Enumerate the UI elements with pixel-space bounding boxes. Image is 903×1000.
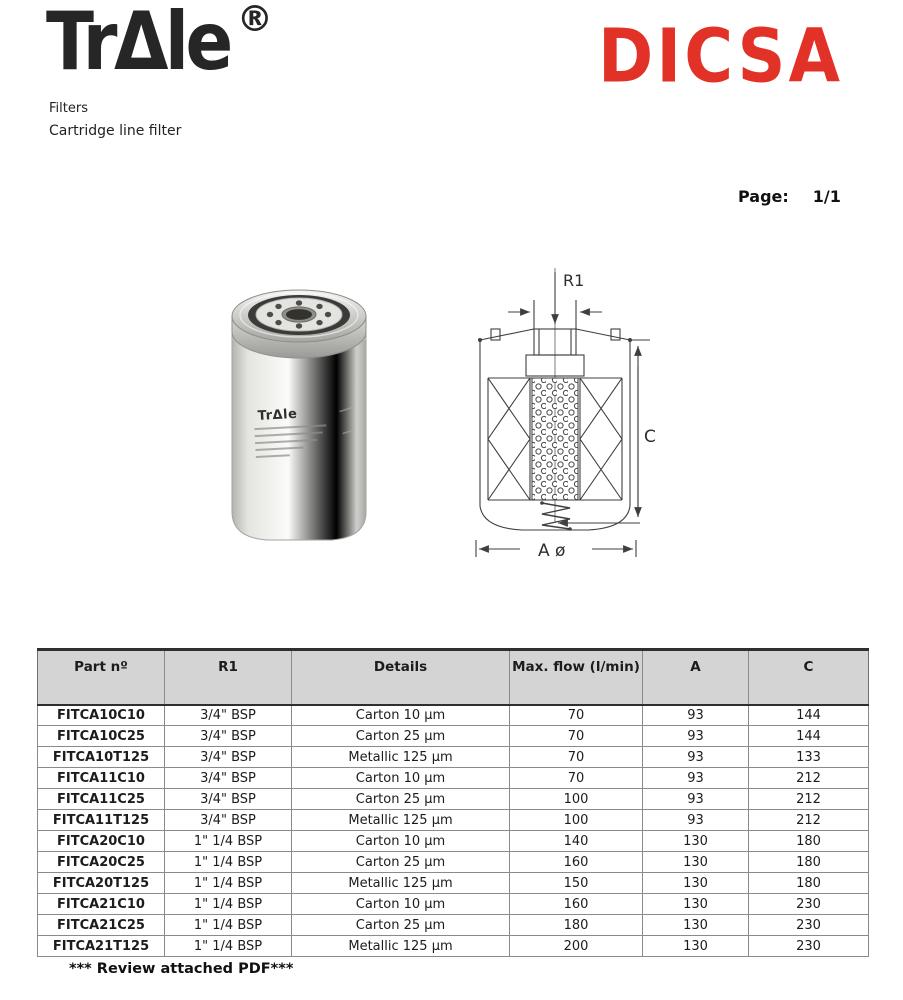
table-cell: 130 <box>643 852 749 873</box>
table-cell: 1" 1/4 BSP <box>165 873 292 894</box>
table-cell: 144 <box>749 726 869 747</box>
table-cell: 1" 1/4 BSP <box>165 831 292 852</box>
table-cell: Carton 25 µm <box>292 852 510 873</box>
filter-dimension-diagram <box>458 266 663 568</box>
col-header-a: A <box>643 650 749 705</box>
table-header-row <box>38 650 869 705</box>
table-cell: 180 <box>510 915 643 936</box>
table-cell: 180 <box>749 852 869 873</box>
table-row <box>38 915 869 936</box>
col-header-part: Part nº <box>38 650 165 705</box>
filter-cartridge-photo <box>224 286 374 548</box>
spec-table <box>37 648 869 957</box>
table-cell: 144 <box>749 705 869 726</box>
table-cell: 70 <box>510 726 643 747</box>
table-cell: Carton 10 µm <box>292 831 510 852</box>
table-cell: 130 <box>643 873 749 894</box>
table-cell: 70 <box>510 768 643 789</box>
diameter-dimension-label: A ø <box>538 541 566 561</box>
table-cell: 230 <box>749 915 869 936</box>
page-label: Page: <box>738 187 789 206</box>
table-cell: Carton 25 µm <box>292 915 510 936</box>
table-cell: 3/4" BSP <box>165 705 292 726</box>
table-cell: 1" 1/4 BSP <box>165 936 292 957</box>
table-cell: Carton 25 µm <box>292 726 510 747</box>
table-row <box>38 894 869 915</box>
table-cell: 1" 1/4 BSP <box>165 852 292 873</box>
table-cell: 230 <box>749 894 869 915</box>
table-row <box>38 852 869 873</box>
col-header-c: C <box>749 650 869 705</box>
table-cell: Carton 10 µm <box>292 894 510 915</box>
table-cell: 93 <box>643 810 749 831</box>
table-cell: 150 <box>510 873 643 894</box>
table-cell: 3/4" BSP <box>165 810 292 831</box>
table-cell: 130 <box>643 936 749 957</box>
table-cell: FITCA11C10 <box>38 768 165 789</box>
table-cell: Metallic 125 µm <box>292 747 510 768</box>
table-cell: 212 <box>749 810 869 831</box>
table-cell: Metallic 125 µm <box>292 810 510 831</box>
trale-logo-text: TrΔle <box>46 0 230 88</box>
table-row <box>38 768 869 789</box>
table-cell: 1" 1/4 BSP <box>165 894 292 915</box>
review-pdf-note: *** Review attached PDF*** <box>69 961 294 977</box>
table-cell: 93 <box>643 747 749 768</box>
table-cell: 140 <box>510 831 643 852</box>
table-cell: Carton 10 µm <box>292 705 510 726</box>
table-cell: 1" 1/4 BSP <box>165 915 292 936</box>
table-cell: FITCA10C25 <box>38 726 165 747</box>
table-cell: 3/4" BSP <box>165 747 292 768</box>
table-row <box>38 873 869 894</box>
table-row <box>38 831 869 852</box>
table-cell: 230 <box>749 936 869 957</box>
registered-trademark-icon: ® <box>236 0 273 40</box>
table-cell: 130 <box>643 894 749 915</box>
table-cell: 93 <box>643 705 749 726</box>
table-cell: 200 <box>510 936 643 957</box>
table-cell: 3/4" BSP <box>165 726 292 747</box>
table-cell: FITCA20T125 <box>38 873 165 894</box>
table-cell: 212 <box>749 768 869 789</box>
table-cell: 93 <box>643 726 749 747</box>
table-row <box>38 936 869 957</box>
table-cell: 3/4" BSP <box>165 768 292 789</box>
photo-brand-text: TrΔle <box>257 406 298 424</box>
table-cell: 130 <box>643 831 749 852</box>
page-indicator <box>738 187 841 206</box>
table-cell: 180 <box>749 831 869 852</box>
table-cell: FITCA20C25 <box>38 852 165 873</box>
table-cell: FITCA21C10 <box>38 894 165 915</box>
table-cell: FITCA10T125 <box>38 747 165 768</box>
table-cell: 160 <box>510 894 643 915</box>
table-cell: 93 <box>643 789 749 810</box>
col-header-flow: Max. flow (l/min) <box>510 650 643 705</box>
table-row <box>38 789 869 810</box>
table-cell: 70 <box>510 747 643 768</box>
col-header-details: Details <box>292 650 510 705</box>
table-row <box>38 705 869 726</box>
trale-logo <box>46 0 291 88</box>
table-cell: Metallic 125 µm <box>292 936 510 957</box>
height-dimension-label: C <box>644 427 656 447</box>
table-cell: 70 <box>510 705 643 726</box>
table-cell: 100 <box>510 789 643 810</box>
table-row <box>38 726 869 747</box>
table-cell: FITCA11T125 <box>38 810 165 831</box>
table-cell: 100 <box>510 810 643 831</box>
table-cell: FITCA10C10 <box>38 705 165 726</box>
product-family-label: Cartridge line filter <box>49 123 182 139</box>
table-cell: 3/4" BSP <box>165 789 292 810</box>
page-value: 1/1 <box>812 187 841 206</box>
table-cell: 212 <box>749 789 869 810</box>
dicsa-logo: DICSA <box>598 14 844 100</box>
table-cell: Carton 25 µm <box>292 789 510 810</box>
table-cell: Carton 10 µm <box>292 768 510 789</box>
table-cell: 180 <box>749 873 869 894</box>
col-header-r1: R1 <box>165 650 292 705</box>
table-row <box>38 810 869 831</box>
category-label: Filters <box>49 101 88 116</box>
table-cell: 93 <box>643 768 749 789</box>
table-cell: 160 <box>510 852 643 873</box>
table-cell: 133 <box>749 747 869 768</box>
table-cell: Metallic 125 µm <box>292 873 510 894</box>
table-cell: 130 <box>643 915 749 936</box>
table-cell: FITCA11C25 <box>38 789 165 810</box>
table-cell: FITCA21T125 <box>38 936 165 957</box>
table-cell: FITCA21C25 <box>38 915 165 936</box>
table-cell: FITCA20C10 <box>38 831 165 852</box>
thread-dimension-label: R1 <box>563 271 585 290</box>
table-row <box>38 747 869 768</box>
